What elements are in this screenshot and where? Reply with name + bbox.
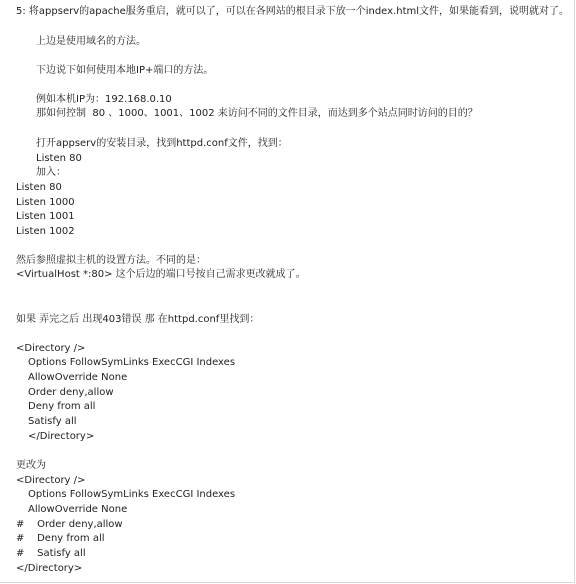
vhost-port-note: <VirtualHost *:80> 这个后边的端口号按自己需求更改就成了。 [16,269,306,280]
config-line: <Directory /> [16,475,86,486]
listen-line: Listen 1001 [16,211,75,222]
config-line-commented: # Deny from all [16,533,105,544]
config-line-commented: # Order deny,allow [16,519,123,530]
listen-existing: Listen 80 [36,153,82,164]
example-ip: 例如本机IP为：192.168.0.10 [36,94,172,105]
config-line: AllowOverride None [28,504,128,515]
config-line: Deny from all [28,401,96,412]
vhost-reference: 然后参照虚拟主机的设置方法。不同的是： [16,255,206,266]
config-line: </Directory> [16,563,83,574]
config-line: Order deny,allow [28,387,114,398]
listen-line: Listen 1000 [16,197,75,208]
open-httpd-conf: 打开appserv的安装目录，找到httpd.conf文件，找到： [36,138,288,149]
config-line-commented: # Satisfy all [16,548,86,559]
port-question: 那如何控制 80 、1000、1001、1002 来访问不同的文件目录，而达到多个站点同时访问的目的？ [36,108,478,119]
listen-line: Listen 80 [16,182,62,193]
error-403-note: 如果 弄完之后 出现403错误 那 在httpd.conf里找到： [16,314,260,325]
config-line: Options FollowSymLinks ExecCGI Indexes [28,489,236,500]
domain-method-note: 上边是使用域名的方法。 [36,36,146,47]
add-label: 加入： [36,167,66,178]
listen-line: Listen 1002 [16,226,75,237]
config-line: <Directory /> [16,343,86,354]
config-line: AllowOverride None [28,372,128,383]
config-line: </Directory> [28,431,95,442]
config-line: Satisfy all [28,416,77,427]
change-to-label: 更改为 [16,460,46,471]
config-line: Options FollowSymLinks ExecCGI Indexes [28,357,236,368]
step5-instruction: 5: 将appserv的apache服务重启，就可以了，可以在各网站的根目录下放一个index.html文件，如果能看到，说明就对了。 [16,6,570,17]
ip-port-method-note: 下边说下如何使用本地IP+端口的方法。 [36,65,214,76]
